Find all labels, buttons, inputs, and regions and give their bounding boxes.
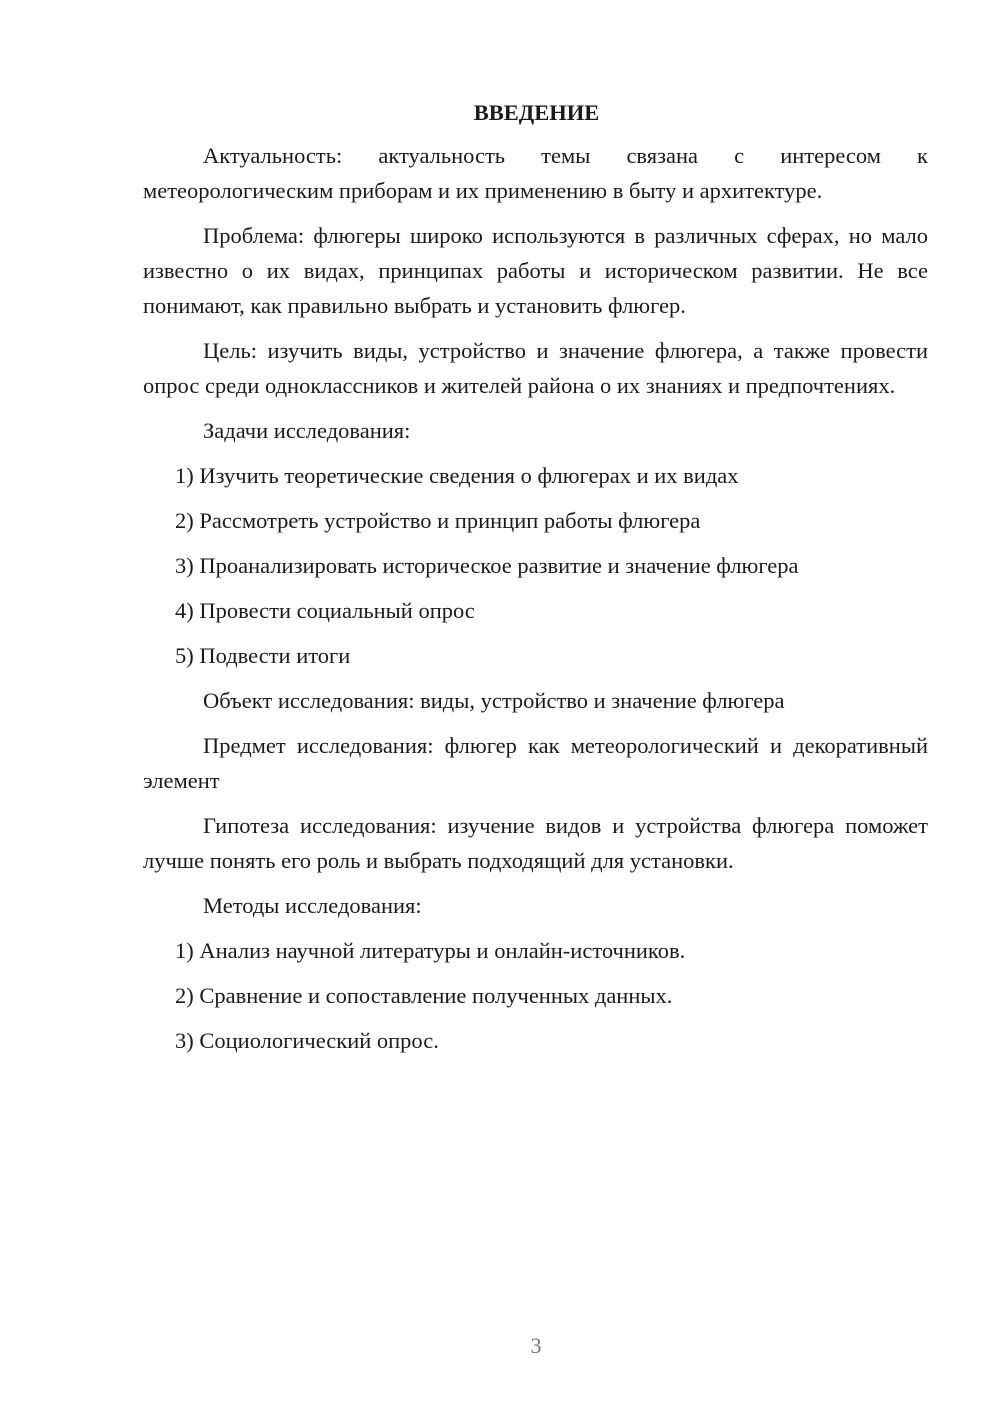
goal-paragraph: Цель: изучить виды, устройство и значение флюгера, а также провести опрос среди одноклассников и жителей района о их знаниях и предпочтениях. bbox=[143, 338, 928, 398]
object-paragraph: Объект исследования: виды, устройство и значение флюгера bbox=[203, 688, 785, 713]
list-item: 5) Подвести итоги bbox=[175, 643, 351, 668]
methods-list bbox=[143, 933, 928, 1058]
subject-paragraph: Предмет исследования: флюгер как метеорологический и декоративный элемент bbox=[143, 733, 928, 793]
relevance-paragraph: Актуальность: актуальность темы связана с интересом к метеорологическим приборам и их применению в быту и архитектуре. bbox=[143, 143, 928, 203]
tasks-heading: Задачи исследования: bbox=[203, 418, 411, 443]
hypothesis-paragraph: Гипотеза исследования: изучение видов и устройства флюгера поможет лучше понять его роль и выбрать подходящий для установки. bbox=[143, 813, 928, 873]
tasks-list bbox=[143, 458, 928, 673]
page-title: ВВЕДЕНИЕ bbox=[473, 100, 600, 125]
list-item: 1) Анализ научной литературы и онлайн-источников. bbox=[175, 938, 686, 963]
list-item: 2) Рассмотреть устройство и принцип работы флюгера bbox=[175, 508, 701, 533]
list-item: 4) Провести социальный опрос bbox=[175, 598, 475, 623]
page-number: 3 bbox=[530, 1333, 542, 1358]
problem-paragraph: Проблема: флюгеры широко используются в различных сферах, но мало известно о их видах, принципах работы и историческом развитии. Не все понимают, как правильно выбрать и установить флюгер. bbox=[143, 223, 928, 318]
list-item: 3) Социологический опрос. bbox=[175, 1028, 439, 1053]
page-content bbox=[143, 95, 928, 1068]
list-item: 1) Изучить теоретические сведения о флюгерах и их видах bbox=[175, 463, 739, 488]
list-item: 2) Сравнение и сопоставление полученных данных. bbox=[175, 983, 673, 1008]
list-item: 3) Проанализировать историческое развитие и значение флюгера bbox=[175, 553, 799, 578]
methods-heading: Методы исследования: bbox=[203, 893, 422, 918]
